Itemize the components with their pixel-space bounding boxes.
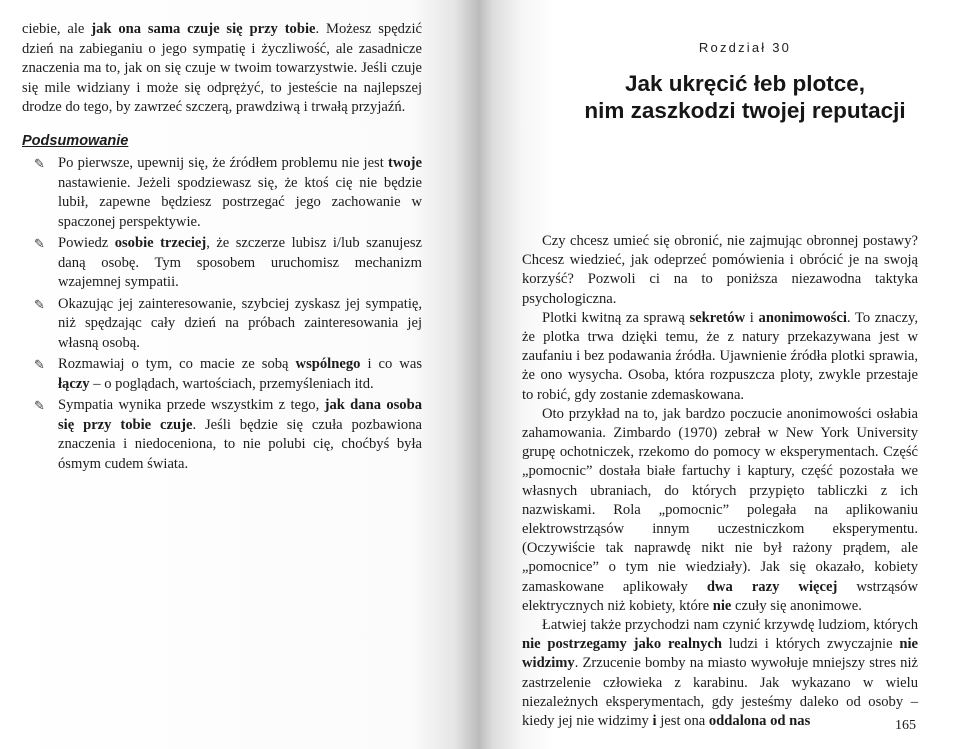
summary-text: nastawienie. Jeżeli spodziewasz się, że ktoś cię nie będzie lubił, zapewne będziesz postrzegać jego zachowanie w spaczonej perspektywie.: [58, 174, 422, 230]
body-text: i: [745, 309, 759, 326]
left-page: [0, 0, 478, 749]
body-text: wstrząsów elektrycznych niż kobiety, które: [522, 578, 918, 614]
summary-text: – o poglądach, wartościach, przemyśleniach itd.: [89, 375, 374, 392]
body-text: . To znaczy, że plotka trwa dzięki temu, że z natury przekazywana jest w zaufaniu i bez podawania źródła. Ujawnienie źródła plotki sprawia, że ono wysycha. Osoba, która rozpuszcza ploty, zwykle przestaje to robić, gdy zostanie zdemaskowana.: [522, 309, 918, 403]
body-emphasis: dwa razy więcej: [706, 578, 838, 595]
intro-paragraph: [22, 20, 422, 118]
summary-text: . Jeśli będzie się czuła pozbawiona znaczenia i niedoceniona, to nie polubi cię, choćbyś była ósmym cudem świata.: [58, 416, 423, 472]
summary-item: [22, 295, 422, 354]
summary-heading: Podsumowanie: [22, 132, 129, 149]
chapter-title-line: Jak ukręcić łeb plotce,: [624, 71, 866, 96]
chapter-label: Rozdział 30: [698, 40, 792, 55]
summary-text: Powiedz: [58, 235, 115, 251]
summary-item: [22, 396, 422, 474]
intro-emphasis: jak ona sama czuje się przy tobie: [91, 21, 316, 37]
body-text: jest ona: [656, 713, 709, 730]
summary-text: Rozmawiaj o tym, co macie ze sobą: [58, 356, 296, 372]
body-emphasis: i: [652, 713, 657, 730]
left-page-text: [22, 20, 422, 476]
summary-text: Okazując jej zainteresowanie, szybciej zyskasz jej sympatię, niż spędzając cały dzień na próbach zainteresowania jej własną osobą.: [58, 295, 422, 351]
summary-emphasis: jak dana osoba się przy tobie czuje: [58, 397, 423, 433]
chapter-title-line: nim zaszkodzi twojej reputacji: [584, 98, 906, 123]
pencil-icon: ✎: [34, 157, 45, 172]
summary-item: [22, 234, 422, 293]
summary-text: Po pierwsze, upewnij się, że źródłem problemu nie jest: [58, 155, 388, 171]
pencil-icon: ✎: [34, 237, 45, 252]
pencil-icon: ✎: [34, 358, 45, 373]
body-emphasis: nie widzimy: [522, 636, 918, 672]
body-emphasis: anonimowości: [758, 309, 847, 326]
intro-text: ciebie, ale: [22, 21, 92, 37]
body-emphasis: sekretów: [689, 309, 746, 326]
summary-emphasis: osobie trzeciej: [114, 235, 207, 251]
summary-emphasis: twoje: [387, 155, 422, 171]
right-page-text: [522, 232, 918, 731]
summary-text: i co was: [360, 356, 422, 372]
summary-item: [22, 154, 422, 232]
body-text: ludzi i których zwyczajnie: [722, 636, 900, 653]
body-text: Plotki kwitną za sprawą: [542, 309, 690, 326]
body-text: Łatwiej także przychodzi nam czynić krzywdę ludziom, których: [542, 617, 918, 634]
body-text: . Zrzucenie bomby na miasto wywołuje mniejszy stres niż zastrzelenie człowieka z karabinu. Jak wykazano w wielu niezależnych eksperymentach, gdy jesteśmy daleko od osoby – kiedy jej nie widzimy: [522, 655, 918, 730]
body-paragraph: [522, 232, 918, 309]
body-paragraph: [522, 616, 918, 731]
body-paragraph: [522, 405, 918, 616]
pencil-icon: ✎: [34, 399, 45, 414]
body-paragraph: [522, 309, 918, 405]
body-text: czuły się anonimowe.: [731, 597, 862, 614]
chapter-title: [560, 70, 930, 124]
summary-text: , że szczerze lubisz i/lub szanujesz daną osobę. Tym sposobem uruchomisz mechanizm wzajemnej sympatii.: [58, 235, 422, 290]
body-emphasis: nie: [712, 597, 732, 614]
pencil-icon: ✎: [34, 297, 45, 313]
body-text: Czy chcesz umieć się obronić, nie zajmując obronnej postawy? Chcesz wiedzieć, jak odeprzeć pomówienia i obrócić je na swoją korzyść? Pozwoli ci na to poniższa niezawodna taktyka psychologiczna.: [522, 233, 918, 307]
body-emphasis: nie postrzegamy jako realnych: [522, 636, 723, 653]
summary-emphasis: łączy: [58, 375, 90, 392]
page-number: 165: [895, 718, 916, 733]
intro-text: . Możesz spędzić dzień na zabieganiu o jego sympatię i życzliwość, ale zasadnicze znaczenia ma to, jak on się czuje w twoim towarzystwie. Jeśli czuje się mile widziany i może się odprężyć, to jesteście na najlepszej drodze do tego, by zawrzeć szczerą, prawdziwą i trwałą przyjaźń.: [22, 21, 422, 115]
summary-item: [22, 355, 422, 394]
summary-list: [22, 154, 422, 474]
summary-emphasis: wspólnego: [295, 356, 361, 372]
summary-text: Sympatia wynika przede wszystkim z tego,: [58, 397, 325, 413]
body-text: Oto przykład na to, jak bardzo poczucie anonimowości osłabia zahamowania. Zimbardo (1970) zebrał w New York University grupę ochotniczek, rzekomo do pomocy w eksperymentach. Część „pomocnic” dostała białe fartuchy i kaptury, część pozostała we własnych ubraniach, do których przypięto tabliczki z ich nazwiskami. Rola „pomocnic” polegała na aplikowaniu elektrowstrząsów innym uczestniczkom eksperymentu. (Oczywiście tak naprawdę nikt nie był rażony prądem, ale „pomocnice” o tym nie wiedziały). Jak się okazało, kobiety zamaskowane aplikowały: [522, 405, 918, 595]
body-emphasis: oddalona od nas: [708, 713, 811, 730]
